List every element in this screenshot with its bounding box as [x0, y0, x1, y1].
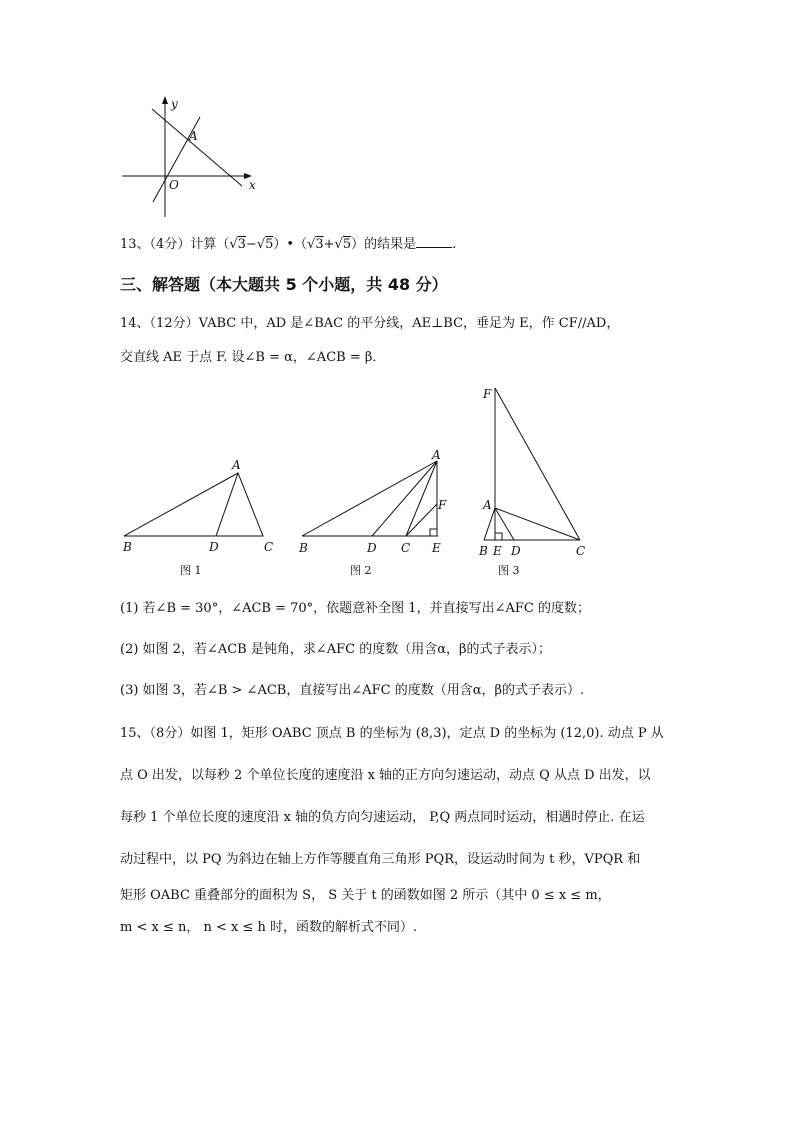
figure-1 — [118, 455, 288, 580]
label-c: C — [576, 544, 586, 558]
label-c: C — [264, 540, 274, 554]
right-angle-mark — [430, 529, 437, 536]
label-c: C — [401, 541, 411, 555]
figure-2 — [296, 449, 456, 579]
label-b: B — [123, 540, 132, 554]
q14-part-2: (2) 如图 2，若∠ACB 是钝角，求∠AFC 的度数（用含α，β的式子表示）； — [120, 642, 552, 657]
q14-line-1: 14、（12分）VABC 中，AD 是∠BAC 的平分线，AE⊥BC，垂足为 E，作 CF//AD， — [120, 316, 620, 331]
q14-part-1: (1) 若∠B = 30°，∠ACB = 70°，依题意补全图 1，并直接写出∠AFC 的度数； — [120, 601, 590, 616]
label-b: B — [479, 544, 488, 558]
q14-line-2: 交直线 AE 于点 F. 设∠B = α，∠ACB = β． — [120, 350, 386, 365]
y-axis-arrow — [162, 96, 168, 104]
label-d: D — [511, 544, 521, 558]
q15-line-2: 点 O 出发，以每秒 2 个单位长度的速度沿 x 轴的正方向匀速运动，动点 Q 从点 D 出发，以 — [120, 768, 651, 783]
label-a: A — [483, 498, 492, 512]
segment-ab — [484, 508, 495, 540]
origin-label: O — [169, 178, 179, 192]
q15-line-5: 矩形 OABC 重叠部分的面积为 S， S 关于 t 的函数如图 2 所示（其中 0 ≤ x ≤ m， — [120, 888, 611, 903]
segment-cf — [406, 504, 437, 536]
y-label: y — [171, 97, 178, 111]
label-e: E — [493, 544, 502, 558]
figure-3-caption: 图 3 — [498, 564, 520, 577]
point-a-label: A — [189, 129, 198, 143]
label-d: D — [209, 540, 219, 554]
q15-line-6: m < x ≤ n， n < x ≤ h 时，函数的解析式不同）. — [120, 920, 418, 935]
question-13: 13、（4分）计算（√3−√5）•（√3+√5）的结果是 . — [120, 237, 457, 252]
right-angle-mark — [495, 533, 502, 540]
label-a: A — [232, 458, 241, 472]
coordinate-graph — [115, 92, 265, 222]
q15-line-3: 每秒 1 个单位长度的速度沿 x 轴的负方向匀速运动， P,Q 两点同时运动，相遇时停止. 在运 — [120, 810, 645, 825]
label-f: F — [438, 498, 447, 512]
label-a: A — [432, 449, 441, 462]
figure-2-caption: 图 2 — [350, 564, 372, 577]
label-f: F — [483, 387, 492, 401]
segment-ac — [406, 461, 437, 536]
q15-line-4: 动过程中，以 PQ 为斜边在轴上方作等腰直角三角形 PQR，设运动时间为 t 秒，VPQR 和 — [120, 852, 641, 867]
q15-line-1: 15、（8分）如图 1，矩形 OABC 顶点 B 的坐标为 (8,3)，定点 D 的坐标为 (12,0). 动点 P 从 — [120, 726, 664, 741]
label-d: D — [367, 541, 377, 555]
figure-3 — [476, 383, 596, 580]
segment-ac — [495, 508, 580, 540]
q14-part-3: (3) 如图 3，若∠B > ∠ACB，直接写出∠AFC 的度数（用含α，β的式子表示）. — [120, 683, 585, 698]
segment-fc — [495, 388, 580, 540]
segment-ad — [372, 461, 437, 536]
answer-blank — [416, 235, 452, 248]
section-3-title: 三、解答题（本大题共 5 个小题，共 48 分） — [120, 275, 448, 294]
figure-1-caption: 图 1 — [180, 564, 202, 577]
x-label: x — [249, 178, 256, 192]
segment-ad — [216, 473, 238, 536]
triangle-abc — [124, 473, 263, 536]
label-b: B — [299, 541, 308, 555]
segment-ad — [495, 508, 514, 540]
label-e: E — [432, 541, 441, 555]
